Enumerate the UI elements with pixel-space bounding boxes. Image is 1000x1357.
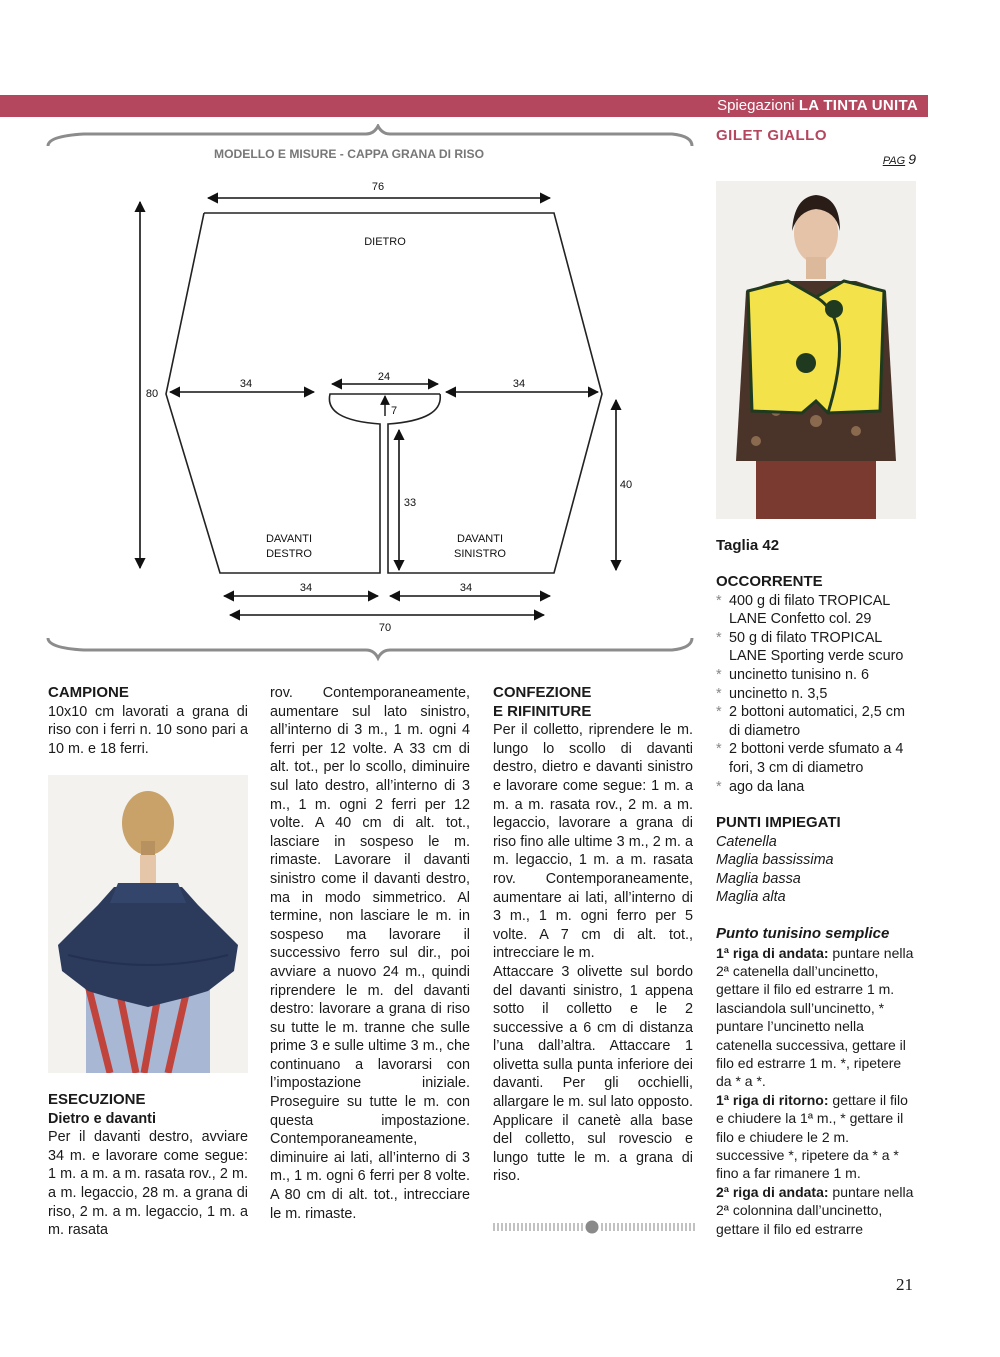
column-continued: [270, 684, 470, 1223]
riga-3: [716, 1183, 916, 1238]
occorrente-item: [716, 740, 916, 777]
label-side-height: 40: [619, 479, 633, 491]
riga-1-text: puntare nella 2ª catenella dall’uncinetto, gettare il filo ed estrarre 1 m. lasciandola sull’uncinetto, * puntare l’uncinetto nella catenella successiva, gettare il filo ed estrarre 1 m. *, ripetere da * a *.: [716, 944, 914, 1090]
occorrente-item: [716, 666, 916, 685]
header-prefix: Spiegazioni: [717, 97, 795, 114]
pag-number: 9: [908, 150, 916, 167]
occorrente-item: [716, 629, 916, 666]
header-band: [0, 95, 928, 117]
asterisk-icon: *: [716, 778, 722, 795]
campione-text: 10x10 cm lavorati a grana di riso con i ferri n. 10 sono pari a 10 m. e 18 ferri.: [48, 703, 248, 757]
dietro-text: Per il davanti destro, avviare 34 m. e lavorare come segue: 1 m. a m. a m. rasata rov., 2 m. a m. legaccio, 28 m. a grana di riso, 2 m. a m. legaccio, 1 m. a m. rasata: [48, 1129, 248, 1239]
label-back: DIETRO: [364, 236, 406, 248]
punto-item: Catenella: [716, 833, 777, 850]
riga-2-text: gettare il filo e chiudere la 1ª m., * gettare il filo e chiudere le 2 m. successive *, ripetere da * a * fino a far rimanere 1 m.: [716, 1091, 908, 1182]
asterisk-icon: *: [716, 685, 722, 702]
confezione-title-2: E RIFINITURE: [493, 702, 592, 720]
occorrente-item-text: 2 bottoni verde sfumato a 4 fori, 3 cm di diametro: [729, 741, 904, 776]
occorrente-item-text: 50 g di filato TROPICAL LANE Sporting verde scuro: [729, 629, 904, 665]
label-front-left-1: DAVANTI: [456, 533, 504, 545]
occorrente-item-text: 400 g di filato TROPICAL LANE Confetto col. 29: [729, 592, 890, 628]
label-front-right-2: DESTRO: [266, 548, 312, 560]
label-front-height: 33: [403, 497, 417, 509]
column-esecuzione: [48, 1091, 248, 1240]
bottom-brace: [48, 638, 692, 658]
confezione-text-1: Per il colletto, riprendere le m. lungo lo scollo di davanti destro, dietro e davanti sinistro e lavorare come segue: 1 m. a m. a m. rasata rov., 2 m. a m. legaccio, lavorare a grana di riso fino alle ultime 3 m., 2 m. a m. legaccio, 1 m. a m. rasata rov. Contemporaneamente, aumentare ai lati, all’interno di 3 m., 1 m. ogni ferro per 5 volte. A 7 cm di alt. tot., intrecciare le m.: [493, 722, 693, 962]
label-top-width: 76: [371, 181, 385, 193]
label-left-width: 34: [239, 378, 253, 390]
riga-3-label: 2ª riga di andata:: [716, 1183, 829, 1200]
occorrente-section: [716, 573, 916, 796]
esecuzione-title: ESECUZIONE: [48, 1091, 146, 1108]
header-title: LA TINTA UNITA: [798, 97, 918, 114]
header-section: [717, 97, 918, 114]
occorrente-title: OCCORRENTE: [716, 573, 823, 590]
label-right-width: 34: [512, 378, 526, 390]
page-number: 21: [896, 1275, 913, 1294]
occorrente-item-text: uncinetto n. 3,5: [729, 685, 828, 702]
punto-item: Maglia bassissima: [716, 852, 834, 869]
label-neck-width: 24: [377, 371, 391, 383]
gilet-photo: [716, 181, 916, 519]
label-bottom-left: 34: [299, 582, 313, 594]
confezione-title-1: CONFEZIONE: [493, 684, 592, 701]
column-campione: [48, 684, 248, 758]
label-bottom-right: 34: [459, 582, 473, 594]
occorrente-item: [716, 703, 916, 740]
cape-photo: [48, 775, 248, 1073]
punto-item: Maglia alta: [716, 889, 786, 906]
occorrente-item: [716, 685, 916, 704]
confezione-text-2: Attaccare 3 olivette sul bordo del davanti sinistro, 1 appena sotto il colletto e le 2 successive a 6 cm di distanza l’una dall’altra. Attaccare 1 olivetta sulla punta inferiore dei davanti. Per gli occhielli, allargare le m. sul lato opposto. Applicare il canetè alla base del colletto, sul rovescio e lungo tutte le m. a grana di riso.: [493, 963, 693, 1185]
top-brace: [48, 126, 692, 146]
label-bottom-total: 70: [378, 622, 392, 634]
pag-label: PAG: [882, 154, 906, 167]
asterisk-icon: *: [716, 704, 722, 721]
gilet-title: GILET GIALLO: [716, 127, 827, 144]
progress-dots: [493, 1220, 697, 1234]
riga-1: [716, 944, 916, 1091]
campione-title: CAMPIONE: [48, 684, 129, 701]
tunisino-title: Punto tunisino semplice: [716, 925, 890, 942]
label-front-left-2: SINISTRO: [454, 548, 506, 560]
asterisk-icon: *: [716, 629, 722, 646]
occorrente-item: [716, 778, 916, 797]
occorrente-item-text: 2 bottoni automatici, 2,5 cm di diametro: [729, 704, 905, 739]
cape-outline-right: [204, 213, 602, 573]
punti-title: PUNTI IMPIEGATI: [716, 814, 841, 831]
riga-2-label: 1ª riga di ritorno:: [716, 1091, 829, 1108]
column-confezione: [493, 684, 693, 1186]
occorrente-item-text: uncinetto tunisino n. 6: [729, 666, 870, 683]
label-front-right-1: DAVANTI: [265, 533, 313, 545]
riga-3-text: puntare nella 2ª colonnina dall’uncinetto, gettare il filo ed estrarre: [716, 1183, 914, 1237]
dietro-title: Dietro e davanti: [48, 1110, 156, 1127]
taglia-section: [716, 537, 916, 556]
occorrente-item: [716, 592, 916, 629]
label-height-total: 80: [145, 388, 159, 400]
page-reference: [716, 150, 916, 171]
riga-2: [716, 1091, 916, 1183]
asterisk-icon: *: [716, 666, 722, 683]
tunisino-section: [716, 925, 916, 1238]
punto-item: Maglia bassa: [716, 870, 801, 887]
punti-section: [716, 814, 916, 907]
col2-text: rov. Contemporaneamente, aumentare sul lato sinistro, all’interno di 3 m., 1 m. ogni 4 ferri per 12 volte. A 33 cm di alt. tot., per lo scollo, diminuire sul lato destro, all’interno di 3 m., 1 m. ogni 2 ferri per 12 volte. A 40 cm di alt. tot., lasciare in sospeso le m. rimaste. Lavorare il davanti sinistro come il davanti destro, ma in modo simmetrico. Al termine, non lasciare le m. in sospeso ma lavorare il successivo ferro sul dir., poi avviare a nuovo 24 m., quindi riprendere le m. del davanti destro: lavorare a grana di riso su tutte le m. tranne che sulle prime 3 e sulle ultime 3 m., che continuano a lavorarsi con l’impostazione iniziale. Proseguire su tutte le m. con questa impostazione. Contemporaneamente, diminuire ai lati, all’interno di 3 m., 1 m. ogni 6 ferri per 8 volte. A 80 cm di alt. tot., intrecciare le m. rimaste.: [270, 685, 470, 1222]
riga-1-label: 1ª riga di andata:: [716, 944, 829, 961]
pattern-diagram: [44, 124, 696, 664]
gilet-header: [716, 127, 916, 170]
label-neck-depth: 7: [390, 405, 398, 417]
taglia: Taglia 42: [716, 537, 780, 554]
asterisk-icon: *: [716, 592, 722, 609]
occorrente-item-text: ago da lana: [729, 778, 805, 795]
asterisk-icon: *: [716, 741, 722, 758]
diagram-title: MODELLO E MISURE - CAPPA GRANA DI RISO: [214, 147, 484, 161]
